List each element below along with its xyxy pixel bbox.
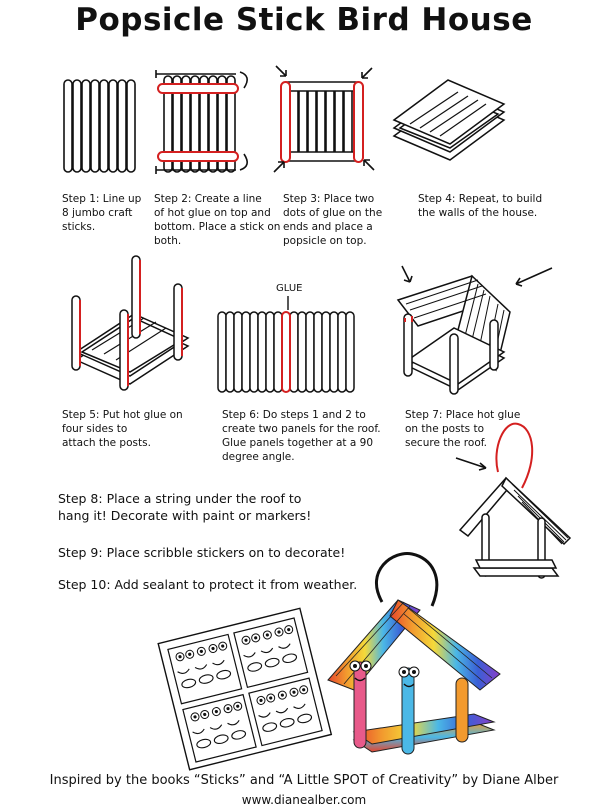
step7-caption: Step 7: Place hot glue on the posts to secure the roof.	[405, 409, 521, 449]
footer-website[interactable]: www.dianealber.com	[241, 793, 367, 807]
step3-caption: Step 3: Place two dots of glue on the ends and place a popsicle on top.	[283, 193, 383, 247]
step7-roof-illustration	[392, 262, 560, 400]
scribble-sticker-sheet	[160, 610, 330, 770]
step10-text: Step 10: Add sealant to protect it from weather.	[58, 577, 358, 592]
step1-caption: Step 1: Line up 8 jumbo craft sticks.	[62, 193, 142, 233]
step4-walls-illustration	[386, 74, 512, 174]
step4-caption: Step 4: Repeat, to build the walls of the house.	[418, 193, 543, 219]
step9-text: Step 9: Place scribble stickers on to decorate!	[58, 545, 346, 560]
footer-credit: Inspired by the books “Sticks” and “A Little SPOT of Creativity” by Diane Alber	[49, 773, 559, 788]
painted-birdhouse-photo	[324, 550, 506, 758]
glue-label: GLUE	[276, 283, 303, 294]
step5-posts-illustration	[62, 254, 202, 396]
step8-text: Step 8: Place a string under the roof to hang it! Decorate with paint or markers!	[58, 491, 312, 523]
step5-caption: Step 5: Put hot glue on four sides to attach the posts.	[62, 409, 183, 449]
step2-caption: Step 2: Create a line of hot glue on top and bottom. Place a stick on both.	[154, 193, 281, 247]
page-title: Popsicle Stick Bird House	[75, 2, 533, 38]
step1-sticks-illustration	[62, 76, 142, 176]
step2-glue-lines-illustration	[150, 66, 260, 178]
step6-caption: Step 6: Do steps 1 and 2 to create two panels for the roof. Glue panels together at a 90 degree angle.	[222, 409, 381, 463]
step3-frame-illustration	[268, 62, 378, 178]
step6-roof-panels-illustration	[216, 296, 366, 396]
